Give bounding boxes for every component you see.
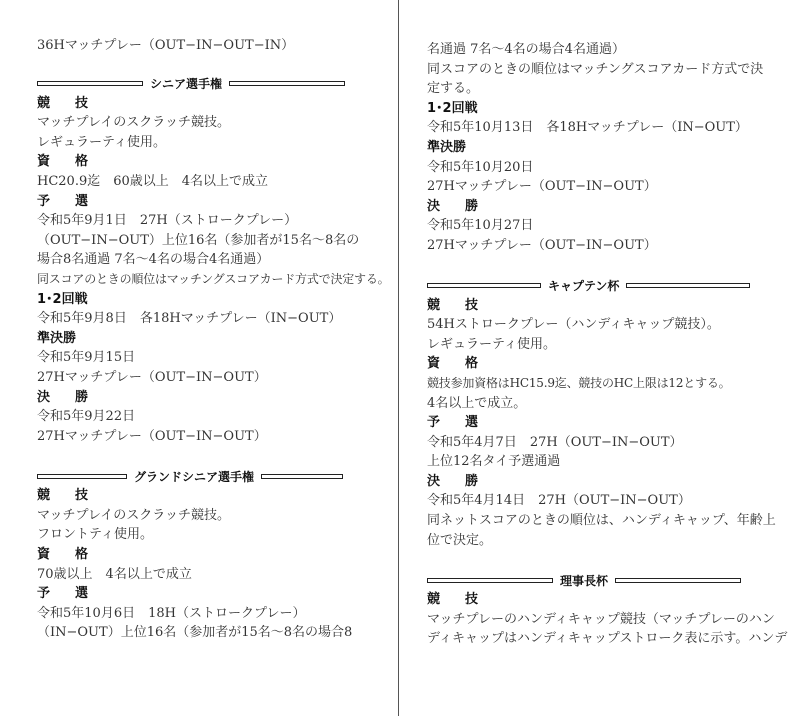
text-line: HC20.9迄 60歳以上 4名以上で成立: [37, 173, 269, 189]
heading-final: 決 勝: [427, 473, 485, 489]
section-header-captain: [427, 276, 757, 296]
text-line: 競技参加資格はHC15.9迄、競技のHC上限は12とする。: [427, 375, 731, 390]
section-title-senior: シニア選手権: [150, 77, 223, 92]
section-header-chairman: [427, 570, 757, 590]
text-line: 同ネットスコアのときの順位は、ハンディキャップ、年齢上: [427, 513, 776, 529]
text-line: 令和5年4月14日 27H（OUT−IN−OUT）: [427, 493, 691, 509]
text-line: 令和5年9月8日 各18Hマッチプレー（IN−OUT）: [37, 311, 342, 327]
left-column: [37, 36, 390, 643]
text-line: レギュラーティ使用。: [37, 134, 166, 150]
text-line: 同スコアのときの順位はマッチングスコアカード方式で決定する。: [37, 271, 390, 286]
heading-yosen: 予 選: [37, 586, 95, 602]
heading-kyogi: 競 技: [427, 592, 485, 608]
section-bar-left: [427, 283, 541, 288]
heading-shikaku: 資 格: [427, 356, 485, 372]
text-line: 定する。: [427, 81, 480, 97]
section-bar-left: [37, 81, 143, 86]
text-line: ディキャップはハンディキャップストローク表に示す。ハンデ: [427, 631, 788, 647]
section-bar-left: [37, 474, 127, 479]
text-line: 令和5年10月6日 18H（ストロークプレー）: [37, 605, 306, 621]
heading-kyogi: 競 技: [37, 488, 95, 504]
text-line: 27Hマッチプレー（OUT−IN−OUT）: [37, 428, 267, 444]
heading-semifinal: 準決勝: [37, 330, 77, 346]
text-line: 場合8名通過 7名〜4名の場合4名通過）: [37, 252, 270, 268]
heading-shikaku: 資 格: [37, 154, 95, 170]
text-line: （OUT−IN−OUT）上位16名（参加者が15名〜8名の: [37, 232, 360, 248]
section-title-grand-senior: グランドシニア選手権: [134, 469, 255, 484]
text-line: フロントティ使用。: [37, 527, 153, 543]
text-line: 令和5年10月13日 各18Hマッチプレー（IN−OUT）: [427, 120, 748, 136]
section-header-grand-senior: [37, 466, 367, 486]
heading-yosen: 予 選: [37, 193, 95, 209]
text-line: マッチプレイのスクラッチ競技。: [37, 507, 231, 523]
text-line: 令和5年10月20日: [427, 159, 534, 175]
text-line: マッチプレイのスクラッチ競技。: [37, 115, 231, 131]
text-line: 名通過 7名〜4名の場合4名通過）: [427, 42, 625, 57]
heading-semifinal: 準決勝: [427, 139, 467, 155]
text-line: 同スコアのときの順位はマッチングスコアカード方式で決: [427, 61, 764, 77]
right-column: [427, 40, 788, 649]
section-bar-right: [615, 578, 741, 583]
text-line: 27Hマッチプレー（OUT−IN−OUT）: [427, 237, 657, 253]
column-divider: [398, 0, 399, 716]
heading-round-1-2: 1･2回戦: [427, 100, 478, 116]
text-line: 位で決定。: [427, 532, 493, 548]
section-bar-right: [261, 474, 343, 479]
heading-shikaku: 資 格: [37, 547, 95, 563]
text-line: 令和5年10月27日: [427, 218, 534, 234]
section-bar-right: [229, 81, 345, 86]
text-line: 令和5年9月15日: [37, 350, 136, 366]
text-line: （IN−OUT）上位16名（参加者が15名〜8名の場合8: [37, 625, 353, 641]
heading-round-1-2: 1･2回戦: [37, 291, 88, 307]
text-line: 27Hマッチプレー（OUT−IN−OUT）: [37, 369, 267, 385]
text-line: 27Hマッチプレー（OUT−IN−OUT）: [427, 179, 657, 195]
heading-yosen: 予 選: [427, 415, 485, 431]
text-line: マッチプレーのハンディキャップ競技（マッチプレーのハン: [427, 611, 775, 627]
text-line: 上位12名タイ予選通過: [427, 454, 561, 470]
text-line: 4名以上で成立。: [427, 395, 527, 411]
text-line: 令和5年9月22日: [37, 409, 136, 425]
section-title-chairman: 理事長杯: [560, 573, 609, 588]
heading-final: 決 勝: [37, 389, 95, 405]
text-line: レギュラーティ使用。: [427, 336, 556, 352]
text-line: 54Hストロークプレー（ハンディキャップ競技）。: [427, 317, 720, 333]
intro-text: 36Hマッチプレー（OUT−IN−OUT−IN）: [37, 38, 295, 53]
heading-final: 決 勝: [427, 198, 485, 214]
text-line: 令和5年4月7日 27H（OUT−IN−OUT）: [427, 434, 683, 450]
section-bar-left: [427, 578, 553, 583]
section-bar-right: [626, 283, 750, 288]
heading-kyogi: 競 技: [427, 297, 485, 313]
heading-kyogi: 競 技: [37, 95, 95, 111]
section-title-captain: キャプテン杯: [548, 279, 620, 294]
text-line: 70歳以上 4名以上で成立: [37, 566, 192, 582]
section-header-senior: [37, 74, 367, 94]
text-line: 令和5年9月1日 27H（ストロークプレー）: [37, 213, 298, 229]
